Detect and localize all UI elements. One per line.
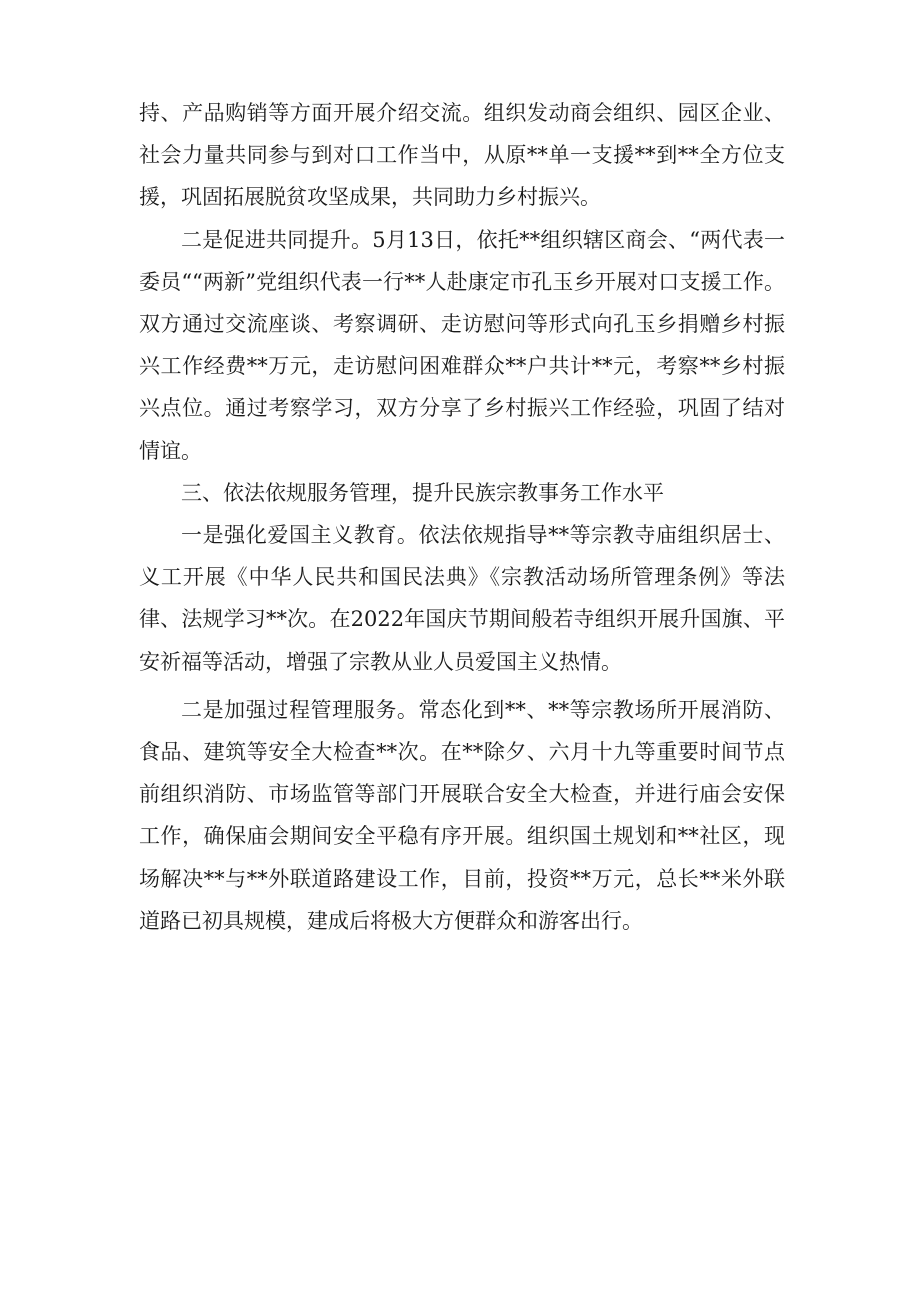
paragraph-promote-improvement: 二是促进共同提升。5月13日，依托**组织辖区商会、“两代表一委员““两新”党组织代表一行**人赴康定市孔玉乡开展对口支援工作。双方通过交流座谈、考察调研、走访慰问等形式向孔玉乡捐赠乡村振兴工作经费**万元，走访慰问困难群众**户共计**元，考察**乡村振兴点位。通过考察学习，双方分享了乡村振兴工作经验，巩固了结对情谊。 bbox=[139, 227, 785, 463]
paragraph-continued: 持、产品购销等方面开展介绍交流。组织发动商会组织、园区企业、社会力量共同参与到对口工作当中，从原**单一支援**到**全方位支援，巩固拓展脱贫攻坚成果，共同助力乡村振兴。 bbox=[139, 101, 785, 210]
section-heading: 三、依法依规服务管理，提升民族宗教事务工作水平 bbox=[181, 480, 664, 505]
document-body bbox=[139, 92, 785, 942]
paragraph-process-management: 二是加强过程管理服务。常态化到**、**等宗教场所开展消防、食品、建筑等安全大检查**次。在**除夕、六月十九等重要时间节点前组织消防、市场监管等部门开展联合安全大检查，并进行庙会安保工作，确保庙会期间安全平稳有序开展。组织国土规划和**社区，现场解决**与**外联道路建设工作，目前，投资**万元，总长**米外联道路已初具规模，建成后将极大方便群众和游客出行。 bbox=[139, 697, 785, 933]
paragraph-patriotic-education: 一是强化爱国主义教育。依法依规指导**等宗教寺庙组织居士、义工开展《中华人民共和国民法典》《宗教活动场所管理条例》等法律、法规学习**次。在2022年国庆节期间般若寺组织开展升国旗、平安祈福等活动，增强了宗教从业人员爱国主义热情。 bbox=[139, 523, 785, 674]
